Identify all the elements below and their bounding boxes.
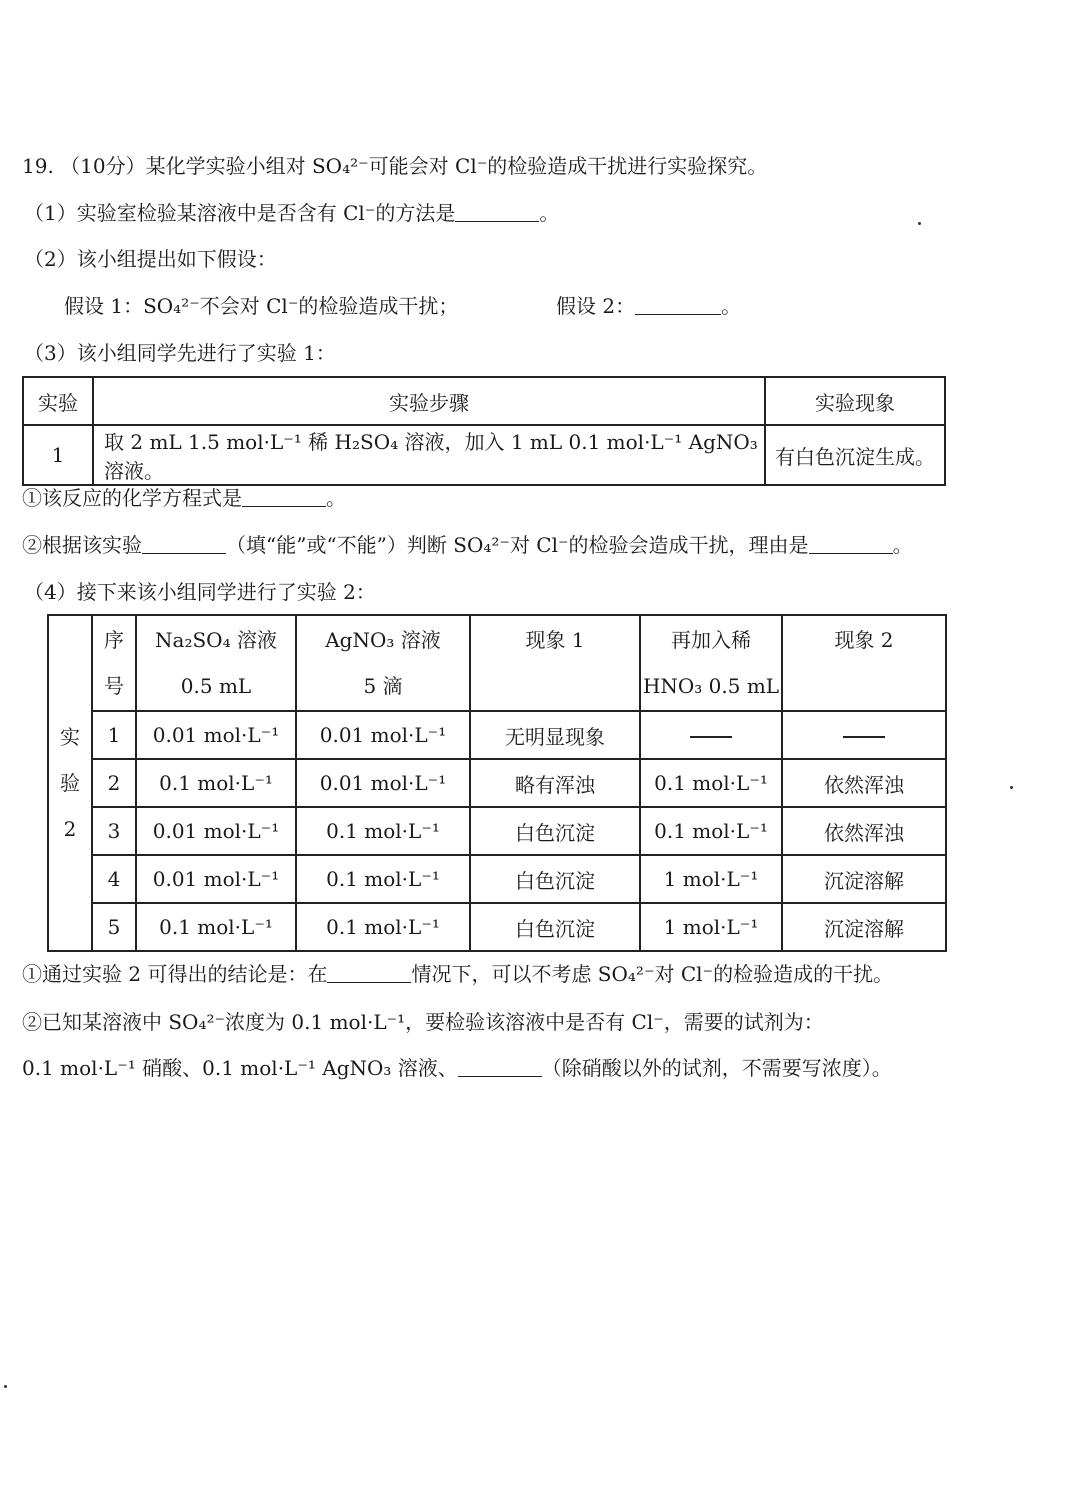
header-cell: 实验 — [23, 377, 93, 425]
answer-blank[interactable] — [327, 962, 411, 983]
header-cell — [92, 615, 136, 711]
table-cell: 3 — [92, 807, 136, 855]
side-label-char: 验 — [60, 771, 80, 795]
q4-3-text-b: （除硝酸以外的试剂，不需要写浓度）。 — [541, 1056, 892, 1080]
answer-blank[interactable] — [142, 533, 226, 554]
table-cell: 白色沉淀 — [470, 807, 640, 855]
q4-1-text-a: ①通过实验 2 可得出的结论是：在 — [22, 962, 328, 986]
answer-blank[interactable] — [635, 294, 721, 315]
table-cell: 4 — [92, 855, 136, 903]
header-line — [783, 663, 945, 709]
dash-mark — [690, 736, 732, 738]
question-3-1 — [22, 484, 346, 512]
table-cell — [640, 711, 782, 759]
table-cell: 0.01 mol·L⁻¹ — [296, 759, 470, 807]
header-line: AgNO₃ 溶液 — [325, 628, 441, 652]
table-cell: 5 — [92, 903, 136, 951]
question-4-2: ②已知某溶液中 SO₄²⁻浓度为 0.1 mol·L⁻¹，要检验该溶液中是否有 Cl⁻，需要的试剂为： — [22, 1010, 824, 1034]
table-cell: 0.1 mol·L⁻¹ — [296, 855, 470, 903]
header-cell: 实验步骤 — [93, 377, 765, 425]
table-cell: 0.01 mol·L⁻¹ — [136, 807, 296, 855]
header-line: 5 滴 — [363, 674, 403, 698]
question-part-4: （4）接下来该小组同学进行了实验 2： — [24, 580, 376, 604]
table-cell: 1 mol·L⁻¹ — [640, 855, 782, 903]
q4-1-text-b: 情况下，可以不考虑 SO₄²⁻对 Cl⁻的检验造成的干扰。 — [411, 962, 894, 986]
table-row — [48, 759, 946, 807]
question-part-2: （2）该小组提出如下假设： — [24, 247, 277, 271]
answer-blank[interactable] — [455, 201, 539, 222]
header-line: 现象 2 — [834, 628, 894, 652]
table-row — [48, 855, 946, 903]
question-part-3: （3）该小组同学先进行了实验 1： — [24, 341, 336, 365]
question-4-1 — [22, 960, 893, 988]
header-line: Na₂SO₄ 溶液 — [155, 628, 277, 652]
question-title: 19. （10分）某化学实验小组对 SO₄²⁻可能会对 Cl⁻的检验造成干扰进行实验探究。 — [22, 154, 768, 178]
table-cell: 白色沉淀 — [470, 855, 640, 903]
table-cell: 取 2 mL 1.5 mol·L⁻¹ 稀 H₂SO₄ 溶液，加入 1 mL 0.1 mol·L⁻¹ AgNO₃ 溶液。 — [93, 425, 765, 485]
hypothesis-2 — [556, 292, 741, 320]
side-label-cell — [48, 615, 92, 951]
table-cell: 依然浑浊 — [782, 807, 946, 855]
table-cell — [782, 711, 946, 759]
side-label-char: 实 — [60, 725, 80, 749]
header-cell — [296, 615, 470, 711]
table-cell: 沉淀溶解 — [782, 855, 946, 903]
table-cell: 0.01 mol·L⁻¹ — [136, 711, 296, 759]
question-part-1 — [24, 199, 559, 227]
table-cell: 0.1 mol·L⁻¹ — [640, 807, 782, 855]
answer-blank[interactable] — [458, 1056, 542, 1077]
header-cell — [640, 615, 782, 711]
dash-mark — [843, 736, 885, 738]
scan-speck — [918, 222, 921, 225]
table-row — [48, 711, 946, 759]
q3-2-end: 。 — [892, 533, 913, 557]
q3-2-text-a: ②根据该实验 — [22, 533, 142, 557]
table-cell: 0.01 mol·L⁻¹ — [296, 711, 470, 759]
table-cell: 依然浑浊 — [782, 759, 946, 807]
header-cell — [470, 615, 640, 711]
table-cell: 1 — [23, 425, 93, 485]
question-4-3 — [22, 1054, 892, 1082]
header-line: 号 — [104, 674, 124, 698]
table-header-row — [48, 615, 946, 711]
experiment-1-table — [22, 376, 946, 486]
table-cell: 1 mol·L⁻¹ — [640, 903, 782, 951]
question-3-2 — [22, 531, 913, 559]
table-cell: 0.1 mol·L⁻¹ — [296, 903, 470, 951]
table-cell: 0.1 mol·L⁻¹ — [136, 759, 296, 807]
table-cell: 0.1 mol·L⁻¹ — [296, 807, 470, 855]
header-line: 0.5 mL — [180, 674, 252, 698]
header-cell — [136, 615, 296, 711]
table-header-row — [23, 377, 945, 425]
q3-1-text: ①该反应的化学方程式是 — [22, 486, 242, 510]
answer-blank[interactable] — [242, 486, 326, 507]
part-1-end: 。 — [539, 201, 560, 225]
table-cell: 白色沉淀 — [470, 903, 640, 951]
header-cell: 实验现象 — [765, 377, 945, 425]
table-cell: 0.01 mol·L⁻¹ — [136, 855, 296, 903]
part-1-text: （1）实验室检验某溶液中是否含有 Cl⁻的方法是 — [24, 201, 456, 225]
hypothesis-1: 假设 1：SO₄²⁻不会对 Cl⁻的检验造成干扰； — [64, 294, 459, 318]
table-cell: 2 — [92, 759, 136, 807]
table-cell: 0.1 mol·L⁻¹ — [136, 903, 296, 951]
table-cell: 0.1 mol·L⁻¹ — [640, 759, 782, 807]
q4-3-text-a: 0.1 mol·L⁻¹ 硝酸、0.1 mol·L⁻¹ AgNO₃ 溶液、 — [22, 1056, 458, 1080]
table-row — [48, 903, 946, 951]
table-cell: 沉淀溶解 — [782, 903, 946, 951]
scan-speck — [1010, 786, 1013, 789]
answer-blank[interactable] — [809, 533, 893, 554]
table-row — [23, 425, 945, 485]
scan-speck — [4, 1385, 7, 1388]
side-label-char: 2 — [63, 817, 77, 841]
q3-2-text-b: （填“能”或“不能”）判断 SO₄²⁻对 Cl⁻的检验会造成干扰，理由是 — [226, 533, 809, 557]
table-cell: 无明显现象 — [470, 711, 640, 759]
header-line: 再加入稀 — [671, 628, 751, 652]
header-line: 序 — [104, 628, 124, 652]
header-line — [471, 663, 639, 709]
header-line: 现象 1 — [525, 628, 585, 652]
q3-1-end: 。 — [326, 486, 346, 510]
table-row — [48, 807, 946, 855]
table-cell: 1 — [92, 711, 136, 759]
header-line: HNO₃ 0.5 mL — [642, 674, 780, 698]
table-cell: 有白色沉淀生成。 — [765, 425, 945, 485]
header-cell — [782, 615, 946, 711]
experiment-2-table — [47, 614, 947, 952]
table-cell: 略有浑浊 — [470, 759, 640, 807]
hypothesis-2-end: 。 — [721, 294, 742, 318]
hypothesis-2-label: 假设 2： — [556, 294, 636, 318]
